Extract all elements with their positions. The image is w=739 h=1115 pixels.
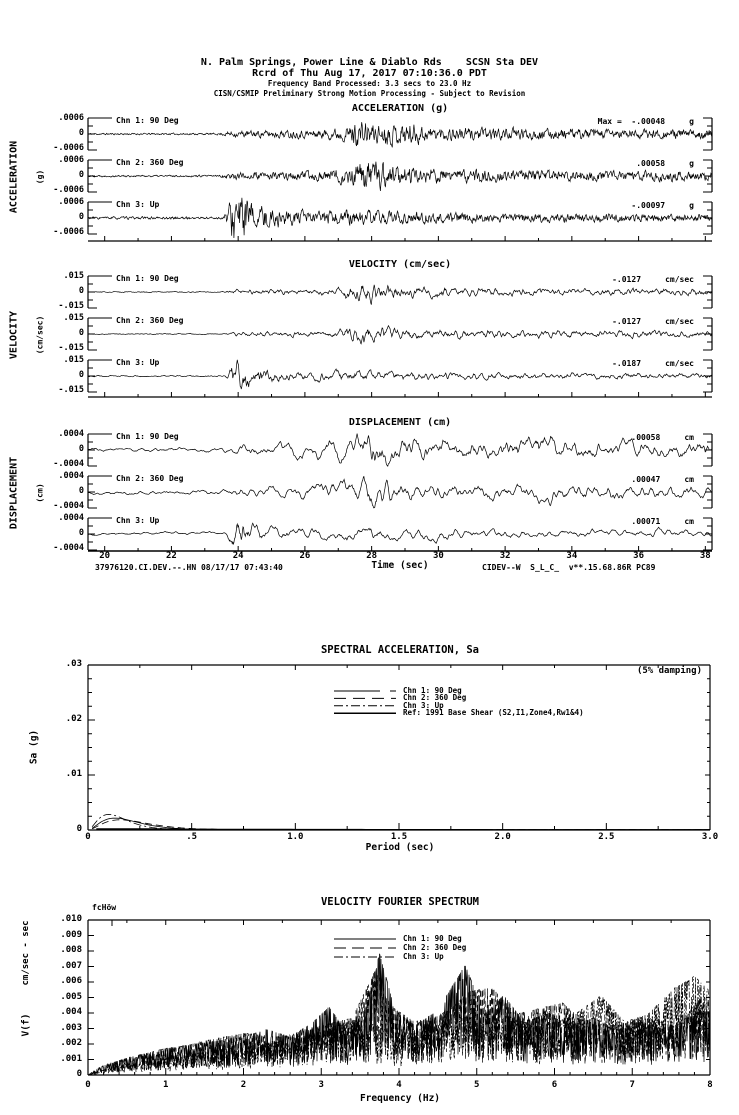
peak-annotation: .00058 g	[636, 158, 694, 168]
fourier-axis-label: V(f)	[20, 1013, 32, 1037]
y-tick-label: .008	[60, 945, 82, 956]
legend-label: Ref: 1991 Base Shear (S2,I1,Zone4,Rw1&4)	[403, 708, 584, 718]
x-tick-label: 2	[240, 1080, 247, 1091]
y-tick-label: -.0004	[53, 501, 84, 512]
x-tick-label: 0	[85, 832, 91, 843]
channel-label: Chn 1: 90 Deg	[116, 115, 179, 125]
x-tick-label: 0	[85, 1080, 91, 1091]
y-tick-label: -.0006	[53, 143, 84, 154]
x-tick-label: 22	[166, 551, 177, 562]
velocity-axis-unit: (cm/sec)	[35, 315, 45, 355]
peak-annotation: Max = -.00048 g	[597, 116, 694, 126]
y-tick-label: 0	[76, 824, 82, 835]
x-tick-label: 30	[432, 551, 444, 562]
legend-label: Chn 1: 90 Deg	[403, 933, 462, 943]
legend-label: Chn 2: 360 Deg	[403, 942, 467, 952]
fourier-plot-title: VELOCITY FOURIER SPECTRUM	[320, 896, 480, 908]
y-tick-label: .0004	[58, 513, 84, 524]
peak-annotation: -.0127 cm/sec	[612, 274, 694, 284]
y-tick-label: .001	[60, 1053, 82, 1064]
station-title: N. Palm Springs, Power Line & Diablo Rds SCSN Sta DEV	[200, 57, 539, 68]
y-tick-label: -.0004	[53, 459, 84, 470]
displacement-axis-label: DISPLACEMENT	[8, 456, 20, 530]
processing-version-stamp: CIDEV--W S_L_C_ v**.15.68.86R PC89	[482, 563, 656, 572]
y-tick-label: 0	[78, 444, 84, 455]
y-tick-label: 0	[78, 212, 84, 223]
y-tick-label: 0	[78, 328, 84, 339]
y-tick-label: .004	[60, 1007, 82, 1018]
waveform-trace	[88, 431, 712, 467]
y-tick-label: 0	[78, 486, 84, 497]
channel-label: Chn 1: 90 Deg	[116, 431, 179, 441]
y-tick-label: -.0006	[53, 227, 84, 238]
peak-annotation: -.0127 cm/sec	[612, 316, 694, 326]
y-tick-label: .0006	[58, 113, 84, 124]
x-tick-label: 5	[474, 1080, 480, 1091]
y-tick-label: .0004	[58, 471, 84, 482]
y-tick-label: -.015	[58, 385, 84, 396]
x-tick-label: 1	[163, 1080, 169, 1091]
waveform-trace	[88, 326, 712, 344]
x-tick-label: 36	[633, 551, 644, 562]
peak-annotation: .00071 cm	[631, 516, 694, 526]
y-tick-label: .01	[65, 769, 82, 780]
sa-axis-label: Sa (g)	[28, 729, 40, 765]
x-tick-label: 38	[699, 551, 711, 562]
legend-label: Chn 2: 360 Deg	[403, 693, 467, 703]
peak-annotation: -.00097 g	[631, 200, 694, 210]
y-tick-label: .015	[63, 313, 84, 324]
frequency-axis-label: Frequency (Hz)	[359, 1093, 441, 1104]
peak-annotation: .00058 cm	[631, 432, 694, 442]
x-tick-label: 2.5	[598, 832, 615, 843]
fc-annotation: fcHöw	[92, 903, 117, 912]
y-tick-label: .005	[60, 991, 82, 1002]
sa-plot-title: SPECTRAL ACCELERATION, Sa	[320, 644, 480, 656]
displacement-section-title: DISPLACEMENT (cm)	[348, 417, 452, 428]
y-tick-label: .015	[63, 355, 84, 366]
channel-label: Chn 3: Up	[116, 515, 160, 525]
displacement-axis-unit: (cm)	[35, 483, 45, 503]
y-tick-label: 0	[78, 170, 84, 181]
acceleration-axis-label: ACCELERATION	[8, 140, 20, 214]
legend-label: Chn 3: Up	[403, 951, 444, 961]
y-tick-label: .0004	[58, 429, 84, 440]
x-tick-label: 8	[707, 1080, 713, 1091]
x-tick-label: 7	[629, 1080, 635, 1091]
y-tick-label: .010	[60, 914, 82, 925]
y-tick-label: 0	[76, 1069, 82, 1080]
channel-label: Chn 2: 360 Deg	[116, 157, 184, 167]
y-tick-label: .003	[60, 1022, 82, 1033]
y-tick-label: .03	[65, 659, 82, 670]
waveform-trace	[88, 122, 712, 147]
y-tick-label: .0006	[58, 197, 84, 208]
y-tick-label: .02	[65, 714, 82, 725]
waveform-trace	[88, 198, 712, 238]
y-tick-label: -.015	[58, 301, 84, 312]
x-tick-label: 20	[99, 551, 111, 562]
y-tick-label: .002	[60, 1038, 82, 1049]
x-tick-label: 24	[232, 551, 244, 562]
x-tick-label: 28	[366, 551, 378, 562]
y-tick-label: 0	[78, 286, 84, 297]
peak-annotation: .00047 cm	[631, 474, 694, 484]
report-header	[0, 57, 739, 98]
x-tick-label: 3.0	[701, 832, 719, 843]
waveform-trace	[88, 523, 712, 544]
y-tick-label: .0006	[58, 155, 84, 166]
x-tick-label: 32	[499, 551, 511, 562]
y-tick-label: .007	[60, 960, 82, 971]
y-tick-label: -.0006	[53, 185, 84, 196]
processing-note: CISN/CSMIP Preliminary Strong Motion Processing - Subject to Revision	[213, 88, 526, 98]
x-tick-label: 2.0	[494, 832, 511, 843]
peak-annotation: -.0187 cm/sec	[612, 358, 694, 368]
velocity-axis-label: VELOCITY	[8, 310, 20, 360]
damping-note: (5% damping)	[636, 666, 702, 676]
y-tick-label: .015	[63, 271, 84, 282]
y-tick-label: .006	[60, 976, 82, 987]
channel-label: Chn 3: Up	[116, 357, 160, 367]
waveform-trace	[88, 285, 712, 305]
record-datetime: Rcrd of Thu Aug 17, 2017 07:10:36.0 PDT	[252, 68, 487, 79]
frequency-band-note: Frequency Band Processed: 3.3 secs to 23.0 Hz	[267, 79, 472, 88]
x-tick-label: 26	[299, 551, 311, 562]
channel-label: Chn 1: 90 Deg	[116, 273, 179, 283]
x-tick-label: 6	[551, 1080, 558, 1091]
sa-ref-curve	[96, 829, 710, 830]
y-tick-label: .009	[60, 929, 82, 940]
velocity-section-title: VELOCITY (cm/sec)	[348, 259, 452, 270]
fourier-axis-unit: cm/sec - sec	[21, 920, 31, 986]
x-tick-label: 1.0	[287, 832, 304, 843]
sa-curve-chn1	[92, 818, 710, 830]
y-tick-label: -.0004	[53, 543, 84, 554]
x-tick-label: 3	[318, 1080, 324, 1091]
acceleration-section-title: ACCELERATION (g)	[351, 103, 449, 114]
x-tick-label: .5	[186, 832, 198, 843]
channel-label: Chn 2: 360 Deg	[116, 473, 184, 483]
sa-curve-chn3	[92, 814, 710, 829]
channel-label: Chn 2: 360 Deg	[116, 315, 184, 325]
channel-label: Chn 3: Up	[116, 199, 160, 209]
acceleration-axis-unit: (g)	[35, 169, 45, 185]
y-tick-label: 0	[78, 528, 84, 539]
x-tick-label: 34	[566, 551, 578, 562]
time-axis-label: Time (sec)	[371, 560, 429, 571]
x-tick-label: 4	[396, 1080, 402, 1091]
sa-curve-chn2	[92, 820, 710, 830]
y-tick-label: 0	[78, 128, 84, 139]
period-axis-label: Period (sec)	[365, 842, 435, 853]
y-tick-label: -.015	[58, 343, 84, 354]
record-id-stamp: 37976120.CI.DEV.--.HN 08/17/17 07:43:40	[95, 563, 283, 572]
y-tick-label: 0	[78, 370, 84, 381]
x-tick-label: 1.5	[390, 832, 408, 843]
legend-label: Chn 1: 90 Deg	[403, 685, 462, 695]
legend-label: Chn 3: Up	[403, 700, 444, 710]
